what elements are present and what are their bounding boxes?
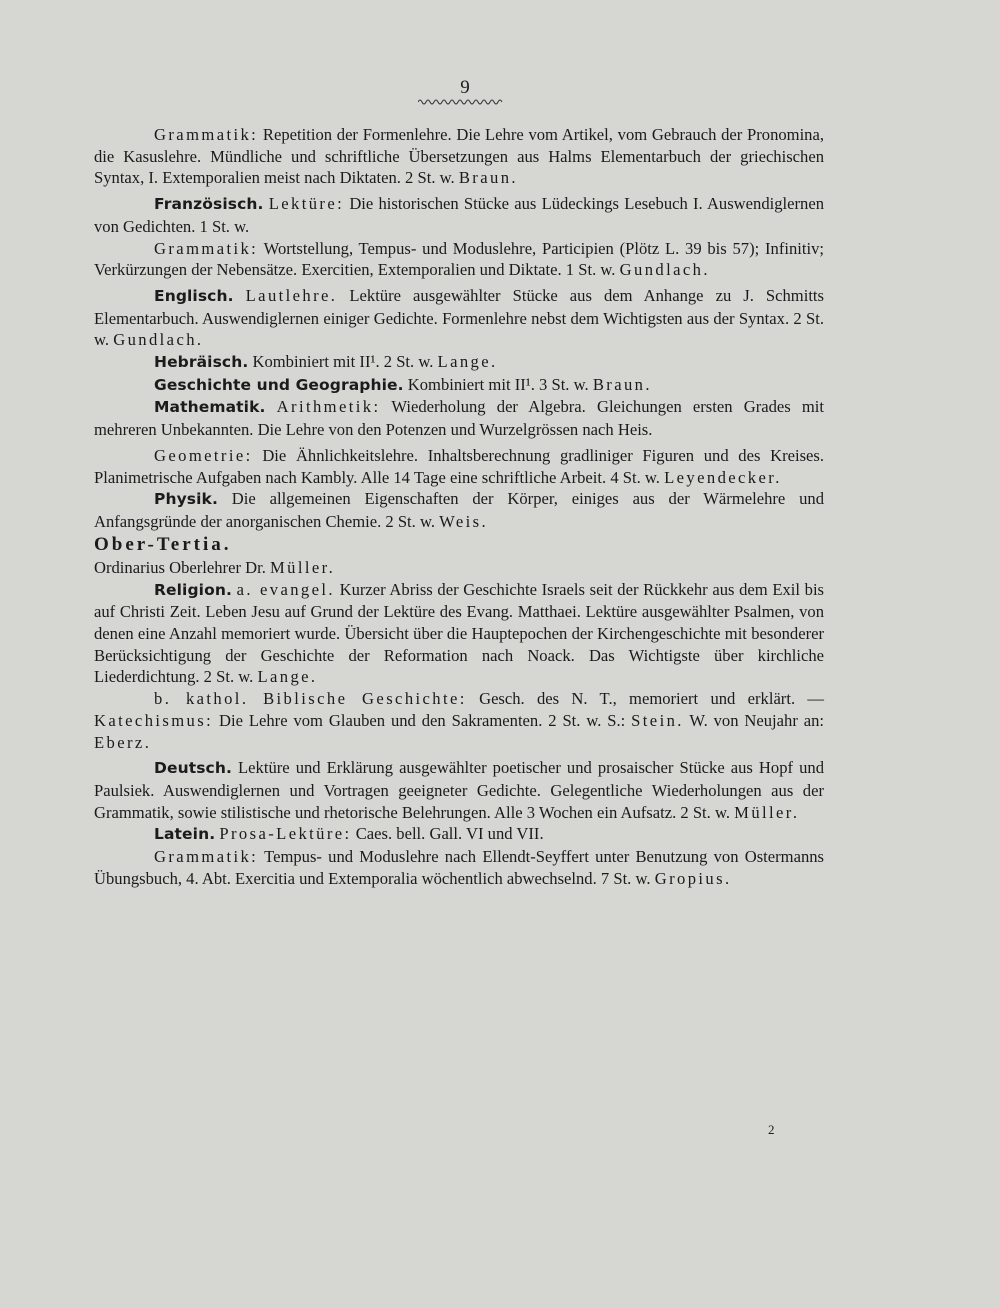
paragraph-geometrie	[94, 445, 824, 488]
text: W. von Neujahr an:	[683, 710, 825, 730]
label: b. kathol. Biblische Geschichte:	[154, 689, 467, 709]
label: Grammatik:	[154, 238, 259, 258]
teacher: Eberz.	[94, 732, 152, 752]
text: Die allgemeinen Eigenschaften der Körper, einiges aus der Wärmelehre und Anfangsgründe der anorganischen Chemie. 2 St. w.	[94, 489, 824, 531]
signature-mark: 2	[768, 1122, 775, 1137]
label: Grammatik:	[154, 847, 259, 867]
body-text	[94, 124, 824, 890]
label: Grammatik:	[154, 125, 259, 144]
text: Repetition der Formenlehre. Die Lehre vom Artikel, vom Gebrauch der Pronomina, die Kasuslehre. Mündliche und schriftliche Übersetzungen aus Halms Elementarbuch der griechischen Syntax, I. Extemporalien meist nach Diktaten. 2 St. w.	[94, 125, 824, 188]
paragraph-englisch	[94, 285, 824, 351]
paragraph-hebraeisch	[94, 351, 824, 374]
teacher: Müller.	[270, 557, 336, 577]
teacher: Lange.	[257, 667, 318, 687]
paragraph-religion-kathol	[94, 688, 824, 753]
text: Kurzer Abriss der Geschichte Israels seit der Rückkehr aus dem Exil bis auf Christi Zeit. Leben Jesu auf Grund der Lektüre des Evang. Matthaei. Lektüre ausgewählter Psalmen, von denen eine Anzahl memoriert wurde. Übersicht über die Hauptepochen der Kirchengeschichte mit besonderer Berücksichtigung der Geschichte der Reformation nach Noack. Das Wichtigste über kirchliche Liederdichtung. 2 St. w.	[94, 579, 825, 687]
subject-heading: Deutsch.	[154, 759, 232, 778]
teacher: Gundlach.	[113, 330, 204, 350]
text: Caes. bell. Gall. VI und VII.	[351, 824, 544, 844]
subject-heading: Religion.	[154, 580, 232, 599]
subject-heading: Englisch.	[154, 286, 234, 305]
paragraph-physik	[94, 488, 824, 532]
label: a. evangel.	[236, 579, 335, 599]
section-title: Ober-Tertia.	[94, 533, 232, 555]
teacher: Weis.	[439, 511, 489, 531]
subject-heading: Physik.	[154, 490, 218, 509]
paragraph-latein-grammatik	[94, 846, 824, 889]
page-number: 9	[460, 77, 470, 98]
paragraph-mathematik	[94, 396, 824, 440]
text: Gesch. des N. T., memoriert und erklärt. —	[466, 689, 824, 709]
teacher: Stein.	[631, 710, 684, 730]
teacher: Leyendecker.	[664, 467, 782, 487]
section-ordinarius: Ordinarius Oberlehrer Dr. Müller.	[94, 557, 336, 577]
teacher: Braun.	[592, 374, 652, 394]
paragraph-deutsch	[94, 757, 824, 823]
text: Die Lehre vom Glauben und den Sakramenten. 2 St. w. S.:	[213, 710, 632, 730]
wavy-rule	[418, 98, 504, 106]
subject-heading: Hebräisch.	[154, 353, 249, 372]
text: Kombiniert mit II¹. 2 St. w.	[248, 352, 438, 372]
subject-heading: Mathematik.	[154, 398, 266, 417]
teacher: Lange.	[437, 352, 498, 372]
label: Lektüre:	[268, 194, 345, 214]
label: Prosa-Lektüre:	[219, 824, 352, 844]
text: Tempus- und Moduslehre nach Ellendt-Seyffert unter Benutzung von Ostermanns Übungsbuch, 4. Abt. Exercitia und Extemporalia wöchentlich abwechselnd. 7 St. w.	[94, 847, 824, 888]
paragraph-latein	[94, 823, 824, 846]
paragraph-franzoesisch	[94, 193, 824, 237]
text: Wortstellung, Tempus- und Moduslehre, Participien (Plötz L. 39 bis 57); Infinitiv; Verkürzungen der Nebensätze. Exercitien, Extemporalien und Diktate. 1 St. w.	[94, 238, 824, 280]
paragraph-religion	[94, 579, 824, 689]
label: Arithmetik:	[276, 397, 381, 417]
text: Wiederholung der Algebra. Gleichungen ersten Grades mit mehreren Unbekannten. Die Lehre von den Potenzen und Wurzelgrössen nach Heis.	[94, 397, 824, 440]
text: Lektüre und Erklärung ausgewählter poetischer und prosaischer Stücke aus Hopf und Paulsiek. Auswendiglernen und Vortragen geeigneter Gedichte. Gelegentliche Wiederholungen aus der Grammatik, sowie stilistische und rhetorische Belehrungen. Alle 3 Wochen ein Aufsatz. 2 St. w.	[94, 758, 824, 822]
label: Geometrie:	[154, 445, 253, 465]
subject-heading: Geschichte und Geographie.	[154, 375, 404, 394]
text: Die Ähnlichkeitslehre. Inhaltsberechnung gradliniger Figuren und des Kreises. Planimetrische Aufgaben nach Kambly. Alle 14 Tage eine schriftliche Arbeit. 4 St. w.	[94, 445, 824, 487]
subject-heading: Latein.	[154, 825, 216, 844]
subject-heading: Französisch.	[154, 195, 264, 214]
paragraph-griechisch-grammatik	[94, 124, 824, 189]
label: Katechismus:	[94, 710, 214, 730]
text: Lektüre ausgewählter Stücke aus dem Anhange zu J. Schmitts Elementarbuch. Auswendiglernen einiger Gedichte. Formenlehre nebst dem Wichtigsten aus der Syntax. 2 St. w.	[94, 285, 824, 350]
teacher: Gropius.	[654, 868, 732, 888]
text: Kombiniert mit II¹. 3 St. w.	[403, 374, 593, 394]
text: Die historischen Stücke aus Lüdeckings Lesebuch I. Auswendiglernen von Gedichten. 1 St. w.	[94, 194, 824, 236]
teacher: Müller.	[734, 802, 800, 822]
teacher: Braun.	[458, 168, 518, 188]
label: Lautlehre.	[245, 285, 338, 305]
paragraph-franzoesisch-grammatik	[94, 238, 824, 281]
teacher: Gundlach.	[619, 260, 710, 280]
paragraph-geschichte	[94, 374, 824, 397]
